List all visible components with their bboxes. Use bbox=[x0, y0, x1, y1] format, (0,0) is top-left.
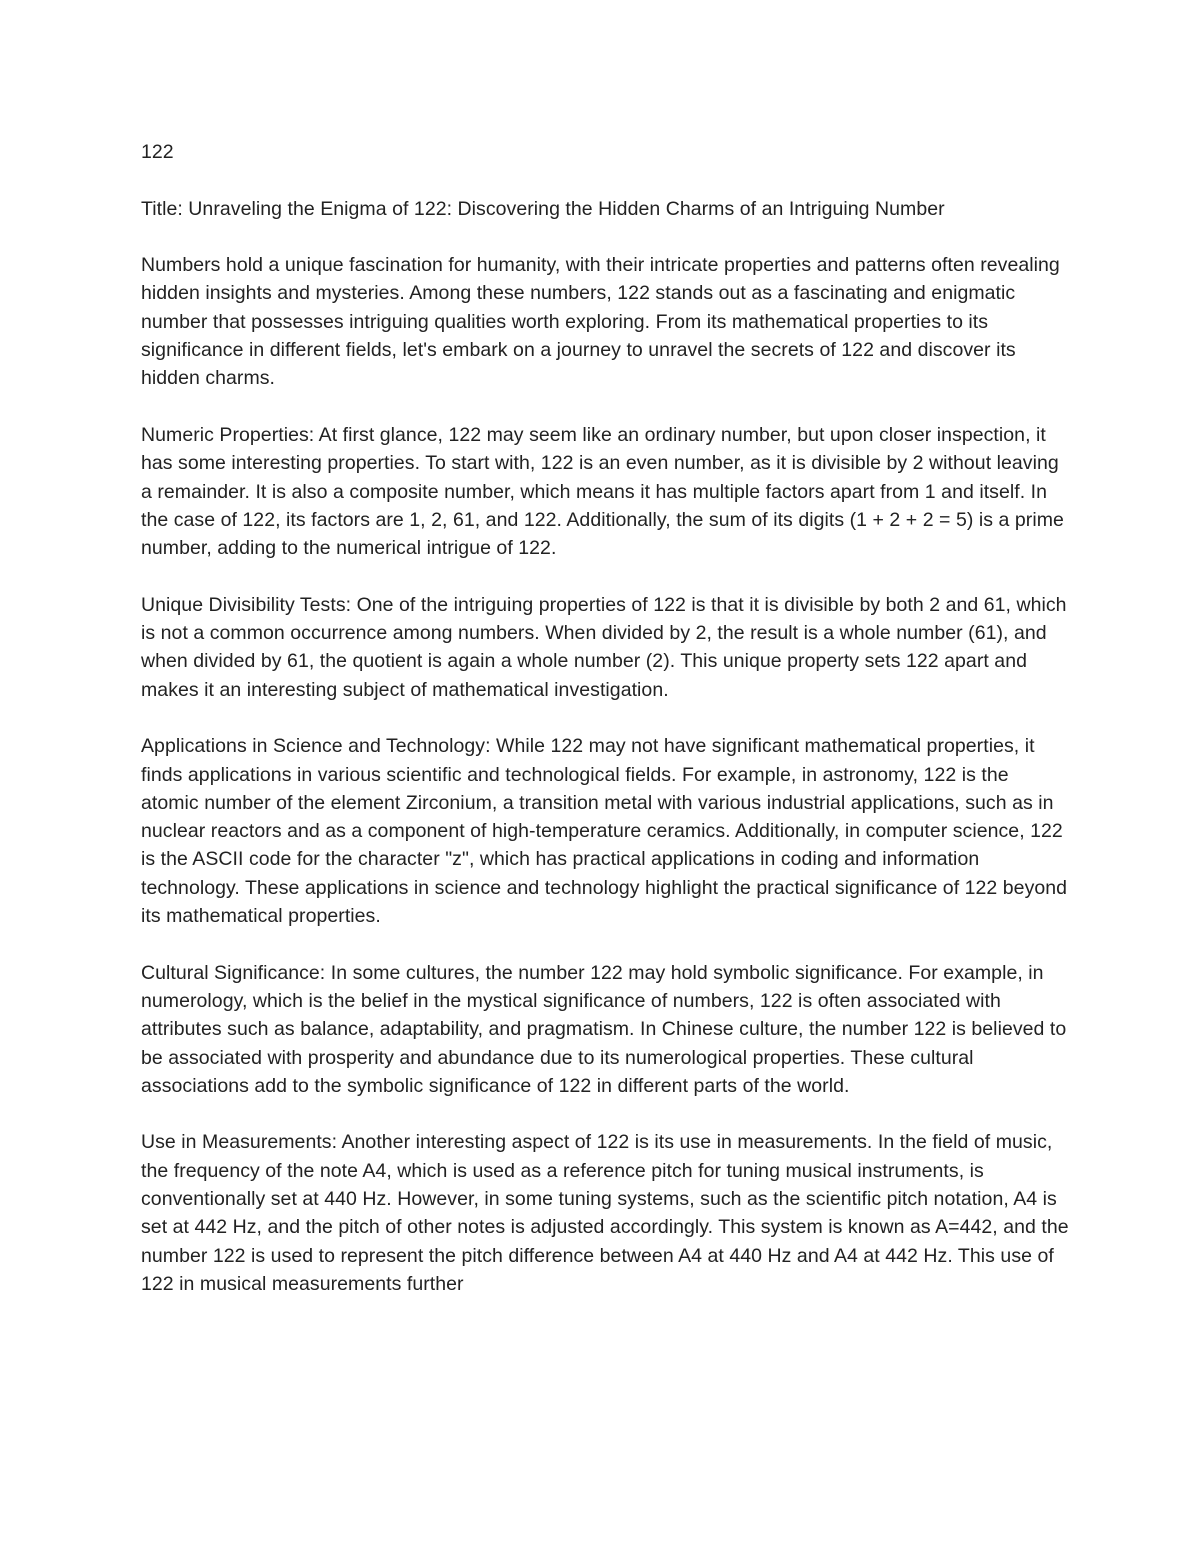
paragraph-science-technology: Applications in Science and Technology: While 122 may not have significant mathematical properties, it finds applications in various scientific and technological fields. For example, in astronomy, 122 is the atomic number of the element Zirconium, a transition metal with various industrial applications, such as in nuclear reactors and as a component of high-temperature ceramics. Additionally, in computer science, 122 is the ASCII code for the character "z", which has practical applications in coding and information technology. These applications in science and technology highlight the practical significance of 122 beyond its mathematical properties. bbox=[141, 735, 1068, 928]
paragraph-cultural-significance: Cultural Significance: In some cultures, the number 122 may hold symbolic significance. For example, in numerology, which is the belief in the mystical significance of numbers, 122 is often associated with attributes such as balance, adaptability, and pragmatism. In Chinese culture, the number 122 is believed to be associated with prosperity and abundance due to its numerological properties. These cultural associations add to the symbolic significance of 122 in different parts of the world. bbox=[141, 961, 1067, 1097]
document-number: 122 bbox=[141, 141, 174, 163]
paragraph-divisibility-tests: Unique Divisibility Tests: One of the intriguing properties of 122 is that it is divisible by both 2 and 61, which is not a common occurrence among numbers. When divided by 2, the result is a whole number (61), and when divided by 61, the quotient is again a whole number (2). This unique property sets 122 apart and makes it an interesting subject of mathematical investigation. bbox=[141, 593, 1067, 701]
document-body bbox=[141, 138, 1071, 1298]
paragraph-numeric-properties: Numeric Properties: At first glance, 122 may seem like an ordinary number, but upon closer inspection, it has some interesting properties. To start with, 122 is an even number, as it is divisible by 2 without leaving a remainder. It is also a composite number, which means it has multiple factors apart from 1 and itself. In the case of 122, its factors are 1, 2, 61, and 122. Additionally, the sum of its digits (1 + 2 + 2 = 5) is a prime number, adding to the numerical intrigue of 122. bbox=[141, 423, 1064, 560]
document-title: Title: Unraveling the Enigma of 122: Discovering the Hidden Charms of an Intriguing Number bbox=[141, 197, 945, 220]
paragraph-intro: Numbers hold a unique fascination for humanity, with their intricate properties and patterns often revealing hidden insights and mysteries. Among these numbers, 122 stands out as a fascinating and enigmatic number that possesses intriguing qualities worth exploring. From its mathematical properties to its significance in different fields, let's embark on a journey to unravel the secrets of 122 and discover its hidden charms. bbox=[141, 254, 1060, 390]
paragraph-measurements: Use in Measurements: Another interesting aspect of 122 is its use in measurements. In the field of music, the frequency of the note A4, which is used as a reference pitch for tuning musical instruments, is conventionally set at 440 Hz. However, in some tuning systems, such as the scientific pitch notation, A4 is set at 442 Hz, and the pitch of other notes is adjusted accordingly. This system is known as A=442, and the number 122 is used to represent the pitch difference between A4 at 440 Hz and A4 at 442 Hz. This use of 122 in musical measurements further bbox=[141, 1131, 1069, 1295]
